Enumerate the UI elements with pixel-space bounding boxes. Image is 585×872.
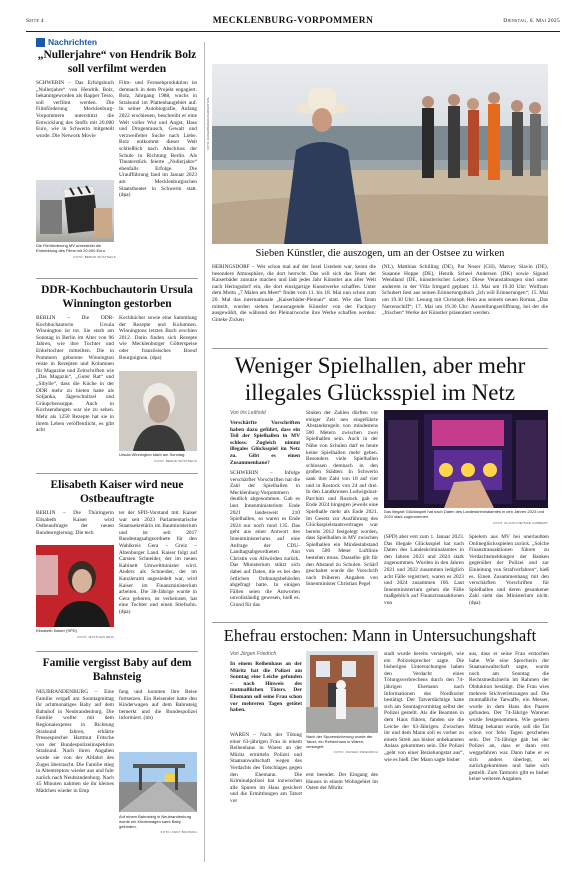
kuenstler-photo bbox=[212, 64, 548, 244]
train-platform-icon bbox=[119, 752, 197, 812]
kuenstler-body-col2: (NL), Matthias Schilling (DE), Pat Noser (CH), Matvey Slavin (DE), Susanne Hoppe (DE), Henrik Scheel Andersen (DK) sowie Sigund Wendland (DE, künstlerischer Leiter). Diese Veranstaltungen sind unter anderem in der Villa Irmgard geplant: 13. Mai um 19.30 Uhr: Wolfram Schubert liest aus seinen Erinnerungsbuch „Ich will Erinnerungen“; 15. Mai um 19.30 Uhr: Lesung mit Christoph Hein aus seinem neuen Roman „Das Narrenschiff“; 17. Mai um 19.30 Uhr: Ausstellungseröffnung, bei der die „frischen“ Werke der Künstler präsentiert werden. bbox=[382, 264, 548, 317]
divider bbox=[36, 473, 198, 474]
gluecksspiel-intro: Verschärfte Vorschriften haben dazu geführt, dass ein Teil der Spielhallen in MV schloss. Zugleich nimmt illegales Glücksspiel im Netz zu. Gibt es einen Zusammenhang? bbox=[230, 420, 300, 464]
baby-body-col1: NEUBRANDENBURG – Eine Familie vergaß am Sonntagmittag ihr achtmonatiges Baby auf dem Bahnhof in Neubrandenburg. Die Familie wollte mit dem Regionalexpress in Richtung Stralsund fahren, erklärte Pressesprecher Hartmut Fritsche von der Bundespolizeiinspektion Stralsund. Nach ihren Angaben wurde sie von der Abfahrt des Zuges überrascht. Die Familie stieg in Altentreptow wieder aus und fuhr zurück nach Neubrandenburg. Nach 45 Minuten nahmen sie ihr kleines Mädchen wieder in Emp bbox=[36, 689, 114, 794]
ehefrau-caption: Nach der Spurensicherung wurde der Tatort, ein Reihenhaus in Waren, versiegelt. FOTO: JÜRGEN FRIEDRICH bbox=[306, 735, 378, 755]
gluecksspiel-photo bbox=[384, 410, 548, 508]
bolz-caption: Die Filmförderung MV unterstützt die Entwicklung des Films mit 20.000 Euro. FOTO: BERND WÜSTNECK bbox=[36, 244, 116, 259]
ehefrau-body-col3: stadt wurde bereits versiegelt, wie ein Polizeisprecher sagte. Die bisherigen Untersuchungen haben den Verdacht eines Tötungsverbrechens durch den 74-jährigen Ehemann nach Informationen des Nordkurier bestätigt. Der Tatverdächtige hatte sich am Sonntagvormittag selbst der Polizei gestellt. Als die Beamten in dem Haus führen, fanden sie die Leiche der 63-Jährigen. Zwischen ihr und dem Mann soll es vorher zu einem Streit aus bisher unbekannten Anlass gekommen sein. Die Polizei „geht von einer Beziehungstat aus“, wie es hieß. Der Mann sagte bisher bbox=[384, 651, 464, 763]
gluecksspiel-body-col4: Spielern aus MV bei unerlaubten Onlineglücksspielen zurück. „Solche Finanztransaktionen führen zu Verdachtsmeldungen der Banken gegenüber der Polizei und zur Einleitung von Strafverfahren“, hieß es. Einen Zusammenhang mit den verschärften Vorschriften für Spielhallen und deren gesunkener Zahl sieht das Ministerium nicht. (dpa) bbox=[469, 534, 549, 606]
bolz-headline: „Nullerjahre“ von Hendrik Bolz soll verfilmt werden bbox=[37, 49, 197, 75]
ehefrau-intro: In einem Reihenhaus an der Müritz hat die Polizei am Sonntag eine Leiche gefunden – nach Hinweis des mutmaßlichen Täters. Der Ehemann soll seine Frau schon vor mehreren Tagen getötet haben. bbox=[230, 661, 302, 714]
baby-caption: Auf einem Bahnsteig in Neubrandenburg wurde ein Kinderwagen samt Baby gefunden. FOTO: ANDY BÜNNING bbox=[119, 815, 197, 835]
portrait-icon bbox=[119, 371, 197, 451]
divider bbox=[36, 278, 198, 279]
gluecksspiel-body-col2: Sinken der Zahlen dürften vor einiger Zeit neu eingeführte Abstandsregeln von mindestens 500 Metern zwischen zwei Spielhallen sein. Auch in der Nähe von Schulen darf es heute keine Spielhallen mehr geben. Besonders viele Spielhallen schlossen demnach in den großen Städten: In Schwerin sank ihre Zahl von 18 auf vier und in Rostock von 24 auf drei. In den Landkreisen Ludwigslust-Parchim und Rostock gab es Ende 2024 hingegen jeweils eine Spielhalle mehr als Ende 2021. Im Gesetz zur Ausführung des Glücksspielstaatsvertrages war bereits 2012 festgelegt worden, dass Spielhallen in MV zwischen Spielhallen ein Mindestabstand von 500 Meter Luftlinie bestehen muss. Dasselbe gilt für den Abstand zu Schulen. Schärf geschaltet wurde die Vorschrift nach früheren Angaben von Innenminister Christian Pegel bbox=[306, 410, 378, 588]
gluecksspiel-headline: Weniger Spielhallen, aber mehr illegales Glücksspiel im Netz bbox=[234, 353, 526, 405]
section-marker-icon bbox=[36, 38, 45, 47]
ddr-body-col1: BERLIN – Die DDR-Kochbuchautorin Ursula Winnington ist tot. Sie starb am Sonntag in Berlin im Alter von 96 Jahren, wie ihre Tochter und Enkeltochter mitteilten. Die in Pommern geborene Winnington reiste in Rezepten und Kolumnen für Magazine und Zeitschriften wie „Das Magazin“, „Guter Rat“ und „Sibylle“, dass die Küche in der DDR mehr zu bieten hatte als Soljanka, Jägerschnitzel und Gräupchensuppe. Auch in Kochsendungen war sie zu sehen. Mehr als 1250 Rezepte hat sie in ihrem Leben veröffentlicht, es gibt acht bbox=[36, 315, 114, 434]
slot-machine-photo bbox=[384, 410, 548, 508]
section-title: MECKLENBURG-VORPOMMERN bbox=[212, 16, 374, 26]
kaiser-body-col1: BERLIN – Die Thüringerin Elisabeth Kaiser wird Ostbeauftragte der neuen Bundesregierung. Die tech bbox=[36, 510, 114, 536]
baby-photo bbox=[119, 752, 197, 812]
ehefrau-credit: FOTO: JÜRGEN FRIEDRICH bbox=[334, 750, 378, 755]
portrait-icon bbox=[36, 545, 114, 627]
ehefrau-body-col4: aus, dass er seine Frau erstochen habe. Wie eine Sprecherin der Staatsanwaltschaft sagte, wurde noch am Sonntag die Rechtsmedizinerin im Rahmen der Obduktion bestätigt. Die Frau wies mehrere Stichverletzungen auf. Die mutmaßliche Tatwaffe, ein Messer, wurde in dem Haus des Paares gefunden. Der 74-Jährige Warener wurde festgenommen. Wie gestern Mittag bekannt wurde, soll die Tat schon vor fehn Tagen geschehen sein. Der 74-Jährige gab bei der Polizei an, dass er dann erst weggefahren war. Dann habe er es sich anders überlegt, sei zurückgekommen und habe sich gestellt. Zum Tatmotiv gibt es bisher keine weiteren Angaben. bbox=[469, 651, 549, 783]
divider bbox=[36, 651, 198, 652]
baby-credit: FOTO: ANDY BÜNNING bbox=[160, 830, 197, 835]
kuenstler-credit: FOTO: KAISERBÄDER-FILMFESTIVAL bbox=[206, 96, 210, 150]
column-divider bbox=[204, 42, 205, 862]
ddr-caption: Ursula Winnington starb am Sonntag. FOTO: BERND WÜSTNECK bbox=[119, 453, 197, 463]
ehefrau-headline: Ehefrau erstochen: Mann in Untersuchungshaft bbox=[223, 626, 537, 645]
kuenstler-headline: Sieben Künstler, die auszogen, um an der Ostsee zu wirken bbox=[255, 248, 505, 259]
page-header bbox=[26, 13, 560, 31]
gluecksspiel-body-col3: (SPD) aber erst zum 1. Januar 2023. Das illegale Glücksspiel hat nach Daten des Landeskriminalamtes in den Jahren 2023 und 2024 stark zugenommen. Wurden in den Jahren 2021 und 2022 zusammen lediglich acht Fälle registriert, waren es 2023 und 2024 zusammen 166. Laut Innenministerium gehen die Fälle maßgeblich auf Finanztransaktionen von bbox=[384, 534, 464, 606]
sidebar-label-text: Nachrichten bbox=[48, 37, 98, 47]
ehefrau-author: Von Jürgen Friedrich bbox=[230, 651, 277, 657]
film-clapperboard-icon bbox=[36, 180, 114, 242]
sidebar-label bbox=[36, 36, 97, 48]
kaiser-headline: Elisabeth Kaiser wird neue Ostbeauftragte bbox=[50, 479, 184, 505]
beach-walkers-photo bbox=[212, 64, 548, 244]
ddr-photo bbox=[119, 371, 197, 451]
ddr-headline: DDR-Kochbuchautorin Ursula Winnington gestorben bbox=[41, 284, 193, 310]
gluecksspiel-author: Von Iris Leithold bbox=[230, 410, 266, 416]
ehefrau-body-col1: WAREN – Nach der Tötung einer 63-jährigen Frau in einem Reihenhaus in Waren an der Müritz ermitteln Polizei und Staatsanwaltschaft wegen des Verdachts des Totschlages gegen den Ehemann. Die Kriminalpolizei hat inzwischen alle Spuren im Haus gesichert und die Ermittlungen am Tatort vor bbox=[230, 732, 302, 804]
kaiser-photo bbox=[36, 545, 114, 627]
gluecksspiel-caption: Das illegale Glücksspiel hat nach Daten des Landeskriminalamtes in den Jahren 2023 und 2024 stark zugenommen. FOTO: KLAUS-DIETMAR GABBERT bbox=[384, 510, 548, 525]
baby-headline: Familie vergisst Baby auf dem Bahnsteig bbox=[42, 657, 192, 683]
kaiser-credit: FOTO: MATTHIAS BEIN bbox=[77, 634, 114, 639]
divider bbox=[212, 622, 548, 623]
kaiser-body-col2: ter der SPD-Vorstand mit. Kaiser war seit 2023 Parlamentarische Staatssekretärin im Bauministerium und ist seit 2017 Bundestagsabgeordnete für den Wahlkreis Gera – Greiz – Altenburger Land. Kaiser folgt auf Carsten Schneider, der im neuen Kabinett Umweltminister wird. Anders als Schneider, der im Kanzleramt angesiedelt war, wird Kaiser im Finanzministerium arbeiten. Die 38-Jährige wurde in Gera geboren, ist verheiratet, hat eine Tochter und einen Stiefsohn. (dpa) bbox=[119, 510, 197, 615]
bolz-body-col1: SCHWERIN – Das Erfolgsbuch „Nullerjahre“ von Hendrik Bolz, bekanntgeworden als Rapper Testo, soll verfilmt werden. Die Filmförderung Mecklenburg-Vorpommern unterstützt die Entwicklung des Stoffs mit 20.000 Euro, wie in Schwerin mitgeteilt wurde. Die Network Movie bbox=[36, 80, 114, 139]
divider bbox=[212, 348, 548, 349]
bolz-body-col2: Film- und Fernsehproduktion ist demnach in dem Projekt engagiert. Bolz, Jahrgang 1988, wuchs in Stralsund im Plattenbaugebiet auf. In seiner Autobiografie, Anfang 2022 erschienen, beschreibt er eine Welt voller Wut und Angst, Hass und Drogenrausch, Gewalt und verzweifelter Suche nach Liebe. Bolz entkommt dieser Welt schließlich nach Abschluss der Schule in Richtung Berlin. Als Theaterstück feierte „Nullerjahre“ ebenfalls Erfolge. Die Uraufführung fand im Januar 2023 am Mecklenburgischen Staatstheater in Schwerin statt. (dpa) bbox=[119, 80, 197, 199]
page-number: Seite 4 bbox=[26, 18, 44, 24]
gluecksspiel-body-col1: SCHWERIN – Infolge verschärfter Vorschriften hat die Zahl der Spielhallen in Mecklenburg-Vorpommern deutlich abgenommen. Gab es laut Innenministerium Ende 2021 landesweit 210 Spielhallen, so waren es Ende 2024 nur noch rund 135. Das geht aus einer Antwort des Innenministeriums auf eine Anfrage der CDU-Landtagsabgeordneten Ann Christin von Allwörden zurück. Das Ministerium stützt sich dabei auf Daten, die es bei den örtlichen Ordnungsbehörden abgefragt hatte. In einigen Fällen seien die Antworten unvollständig gewesen, hieß es. Grund für das bbox=[230, 470, 300, 608]
bolz-credit: FOTO: BERND WÜSTNECK bbox=[73, 254, 116, 259]
kuenstler-body-col1: HERINGSDORF – Wer schon mal auf der Insel Usedom war, kennt die besondere Atmosphäre, die dort herrscht. Das will sich das Team der Kaiserbäder zunutze machen und lädt jedes Jahr Künstler aus aller Welt nach Heringsdorf ein, die dort einzigartige Kunstwerke schaffen. Unter dem Motto „7 Malen am Meer“ findet vom 11. bis 18. Mai nun schon zum 20. Mal das internationale „Kaiserbäder-Pleinair“ statt. Wie das Team mitteilt, wurden sieben herausragende Künstler von der Fachjury ausgewählt, die während der Pleinairwoche ihre Werke schaffen werden: Gineke Zicken bbox=[212, 264, 376, 323]
ddr-body-col2: Kochbücher sowie eine Sammlung der Rezepte und Kolumnen. Winningtons letztes Buch erschien 2012. Darin finden sich Rezepte wie Mecklenburger Götterspeise oder französisches Boeuf Bourguignon. (dpa) bbox=[119, 315, 197, 361]
ehefrau-body-col2: erst beendet. Der Eingang des Hauses in einem Wohngebiet im Osten der Müritz bbox=[306, 772, 378, 792]
page-date: Dienstag, 6. Mai 2025 bbox=[503, 18, 560, 24]
ddr-credit: FOTO: BERND WÜSTNECK bbox=[154, 458, 197, 463]
kaiser-caption: Elisabeth Kaiser (SPD) FOTO: MATTHIAS BEIN bbox=[36, 629, 114, 639]
header-rule bbox=[26, 31, 560, 32]
ehefrau-photo bbox=[306, 651, 378, 733]
baby-body-col2: fang und konnten ihre Reise fortsetzen. Ein Reisender hatte den Kinderwagen auf dem Bahnsteig bemerkt und die Bundespolizei informiert. (im) bbox=[119, 689, 197, 722]
crime-scene-photo bbox=[306, 651, 378, 733]
bolz-photo bbox=[36, 180, 114, 242]
gluecksspiel-credit: FOTO: KLAUS-DIETMAR GABBERT bbox=[493, 520, 548, 525]
